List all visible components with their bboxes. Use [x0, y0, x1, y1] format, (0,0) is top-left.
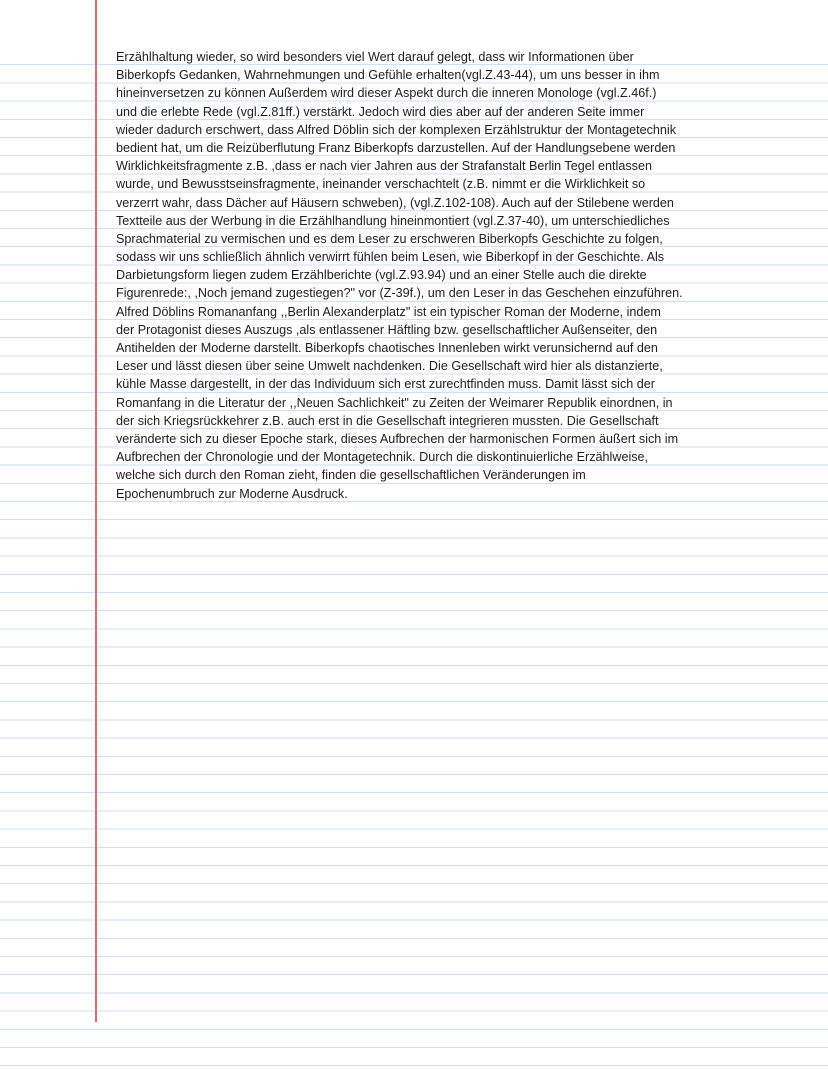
text-line: verzerrt wahr, dass Dächer auf Häusern schweben), (vgl.Z.102-108). Auch auf der Stilebene werden [116, 195, 674, 210]
text-line: Aufbrechen der Chronologie und der Montagetechnik. Durch die diskontinuierliche Erzählweise, [116, 450, 649, 465]
text-line: Alfred Döblins Romananfang ,,Berlin Alexanderplatz" ist ein typischer Roman der Moderne, indem [116, 304, 661, 319]
text-line: Sprachmaterial zu vermischen und es dem Leser zu erschweren Biberkopfs Geschichte zu folgen, [116, 231, 663, 246]
text-line: sodass wir uns schließlich ähnlich verwirrt fühlen beim Lesen, wie Biberkopf in der Geschichte. Als [116, 250, 665, 265]
text-line: wieder dadurch erschwert, dass Alfred Döblin sich der komplexen Erzählstruktur der Montagetechnik [116, 122, 676, 137]
text-line: bedient hat, um die Reizüberflutung Franz Biberkopfs darzustellen. Auf der Handlungsebene werden [116, 140, 676, 155]
text-line: welche sich durch den Roman zieht, finden die gesellschaftlichen Veränderungen im [116, 468, 586, 483]
text-line: Darbietungsform liegen zudem Erzählberichte (vgl.Z.93.94) und an einer Stelle auch die direkte [116, 268, 647, 283]
text-line: veränderte sich zu dieser Epoche stark, dieses Aufbrechen der harmonischen Formen äußert sich im [116, 431, 679, 446]
text-line: der sich Kriegsrückkehrer z.B. auch erst in die Gesellschaft integrieren mussten. Die Gesellschaft [116, 413, 659, 428]
top-margin [0, 0, 828, 47]
margin-line [95, 0, 97, 1022]
text-line: der Protagonist dieses Auszugs ,als entlassener Häftling bzw. gesellschaftlicher Außenseiter, den [116, 322, 658, 337]
text-line: Erzählhaltung wieder, so wird besonders viel Wert darauf gelegt, dass wir Informationen über [116, 50, 634, 64]
text-line: wurde, und Bewusstseinsfragmente, ineinander verschachtelt (z.B. nimmt er die Wirklichkeit so [116, 177, 646, 192]
text-line: Epochenumbruch zur Moderne Ausdruck. [116, 486, 348, 501]
text-line: Romanfang in die Literatur der ,,Neuen Sachlichkeit" zu Zeiten der Weimarer Republik einordnen, in [116, 395, 673, 410]
text-line: Figurenrede:, ,Noch jemand zugestiegen?" vor (Z-39f.), um den Leser in das Geschehen einzuführen. [116, 286, 683, 301]
text-line: Leser und lässt diesen über seine Umwelt nachdenken. Die Gesellschaft wird hier als distanzierte, [116, 359, 663, 374]
text-line: kühle Masse dargestellt, in der das Individuum sich erst zurechtfinden muss. Damit lässt sich der [116, 377, 655, 392]
text-line: Wirklichkeitsfragmente z.B. ,dass er nach vier Jahren aus der Strafanstalt Berlin Tegel entlassen [116, 159, 652, 174]
text-line: hineinversetzen zu können Außerdem wird dieser Aspekt durch die inneren Monologe (vgl.Z.46f.) [116, 86, 657, 101]
text-line: Textteile aus der Werbung in die Erzählhandlung hineinmontiert (vgl.Z.37-40), um unterschiedliches [116, 213, 670, 228]
text-line: Biberkopfs Gedanken, Wahrnehmungen und Gefühle erhalten(vgl.Z.43-44), um uns besser in ihm [116, 68, 660, 83]
text-line: und die erlebte Rede (vgl.Z.81ff.) verstärkt. Jedoch wird dies aber auf der anderen Seite immer [116, 104, 645, 119]
essay-text [116, 48, 736, 503]
text-line: Antihelden der Moderne darstellt. Biberkopfs chaotisches Innenleben wirkt verunsichernd auf den [116, 341, 658, 355]
